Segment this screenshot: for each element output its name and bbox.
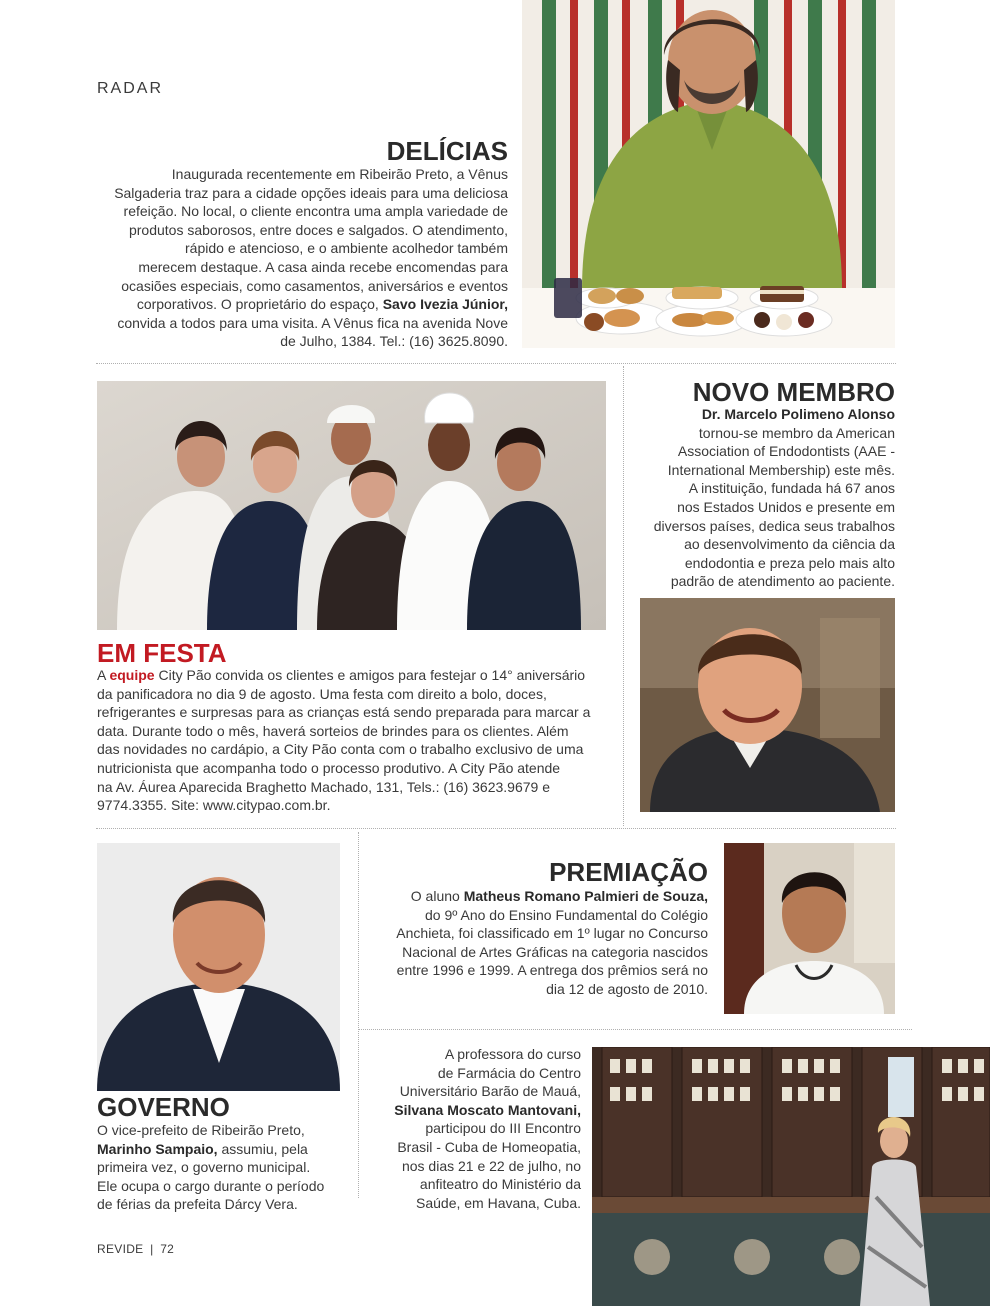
text-line: Association of Endodontists (AAE - [677,443,895,460]
em-festa-body [97,666,613,815]
text-line: corporativos. O proprietário do espaço, Savo Ivezia Júnior, [136,296,508,313]
text-line: dia 12 de agosto de 2010. [546,980,708,997]
delicias-title: DELÍCIAS [386,136,508,166]
text-line: data. Durante todo o mês, haverá sorteios de brindes para os clientes. Além [97,722,569,739]
em-festa-title: EM FESTA [97,638,227,668]
page-footer [97,1242,174,1256]
text-line: de férias da prefeita Dárcy Vera. [97,1196,298,1213]
novo-membro-title: NOVO MEMBRO [692,377,895,407]
text-line: tornou-se membro da American [698,424,895,441]
text-line: O vice-prefeito de Ribeirão Preto, [97,1122,305,1138]
divider-vertical-bottom [358,832,359,1198]
text-line: da panificadora no dia 9 de agosto. Uma festa com direito a bolo, doces, [97,685,547,702]
text-line: padrão de atendimento ao paciente. [670,573,895,590]
text-line: International Membership) este mês. [667,461,895,478]
text-line: A professora do curso [444,1046,581,1062]
text-line: nutricionista que acompanha todo o processo produtivo. A City Pão atende [97,759,561,776]
text-line: Brasil - Cuba de Homeopatia, [397,1138,581,1155]
professora-body [368,1045,581,1212]
text-line: endodontia e preza pelo mais alto [684,554,895,571]
governo-title: GOVERNO [97,1092,230,1122]
text-line: entre 1996 e 1999. A entrega dos prêmios será no [396,962,708,979]
novo-membro-body [630,405,895,591]
footer-separator: | [150,1242,154,1256]
text-line: de Julho, 1384. Tel.: (16) 3625.8090. [280,333,508,350]
text-line: Anchieta, foi classificado em 1º lugar no Concurso [396,925,708,942]
text-line: 9774.3355. Site: www.citypao.com.br. [97,797,331,814]
page-number: 72 [160,1242,175,1256]
photo-student-portrait [724,843,895,1014]
text-line: refeição. No local, o cliente encontra uma ampla variedade de [123,203,508,220]
text-line: A equipe City Pão convida os clientes e amigos para festejar o 14° aniversário [97,667,586,683]
text-line: merecem destaque. A casa ainda recebe encomendas para [138,258,508,275]
text-line: na Av. Áurea Aparecida Braghetto Machado, 131, Tels.: (16) 3623.9679 e [97,778,550,795]
text-line: produtos saborosos, entre doces e salgados. O atendimento, [128,221,508,238]
text-line [368,1101,581,1120]
text-line [630,405,895,424]
text-line: Universitário Barão de Mauá, [399,1083,581,1100]
text-line: de Farmácia do Centro [437,1064,581,1081]
photo-man-with-pastries [522,0,895,348]
text-line: Marinho Sampaio, assumiu, pela [97,1140,308,1157]
governo-body [97,1121,347,1214]
person-name: Silvana Moscato Mantovani, [394,1101,581,1118]
text-line: do 9º Ano do Ensino Fundamental do Colégio [425,906,708,923]
person-name: Savo Ivezia Júnior, [382,296,508,313]
delicias-body [96,165,508,351]
text-line: Nacional de Artes Gráficas na categoria nascidos [402,943,708,960]
divider-vertical-top [623,366,624,826]
text-line: rápido e atencioso, e o ambiente acolhedor também [185,240,508,257]
text-line: participou do III Encontro [425,1120,581,1137]
text-line: Saúde, em Havana, Cuba. [416,1194,581,1211]
premiacao-title: PREMIAÇÃO [549,857,708,887]
text-line: A instituição, fundada há 67 anos [688,480,895,497]
text-line: diversos países, dedica seus trabalhos [653,517,895,534]
person-name: Marinho Sampaio, [97,1140,218,1157]
text-line: O aluno Matheus Romano Palmieri de Souza, [410,888,708,904]
person-name: Matheus Romano Palmieri de Souza, [463,888,708,904]
text-line: Inaugurada recentemente em Ribeirão Preto, a Vênus [171,166,508,182]
divider-delicias [96,363,896,364]
text-line: nos dias 21 e 22 de julho, no [401,1157,581,1174]
text-line: anfiteatro do Ministério da [419,1176,581,1193]
text-line: nos Estados Unidos e presente em [677,498,895,515]
divider-middle [96,828,896,829]
section-tag: RADAR [97,80,164,97]
text-line: ocasiões especiais, como casamentos, aniversários e eventos [121,277,508,294]
text-line: refrigerantes e surpresas para as crianças está sendo preparada para marcar a [97,704,591,721]
text-line: Salgaderia traz para a cidade opções ideais para uma deliciosa [114,184,508,201]
text-line: primeira vez, o governo municipal. [97,1159,311,1176]
text-line: ao desenvolvimento da ciência da [684,536,895,553]
text-line: convida a todos para uma visita. A Vênus fica na avenida Nove [117,314,508,331]
photo-vice-mayor-portrait [97,843,340,1091]
photo-woman-in-pharmacy-museum [592,1047,990,1306]
person-name: Dr. Marcelo Polimeno Alonso [701,406,895,422]
highlight-word: equipe [109,667,155,683]
photo-bakery-team [97,381,606,630]
premiacao-body [364,887,708,999]
magazine-name: REVIDE [97,1242,144,1256]
text-line: Ele ocupa o cargo durante o período [97,1177,325,1194]
text-line: das novidades no cardápio, a City Pão conta com o trabalho exclusivo de uma [97,741,584,758]
divider-bottom-right [358,1029,912,1030]
photo-dentist-portrait [640,598,895,812]
